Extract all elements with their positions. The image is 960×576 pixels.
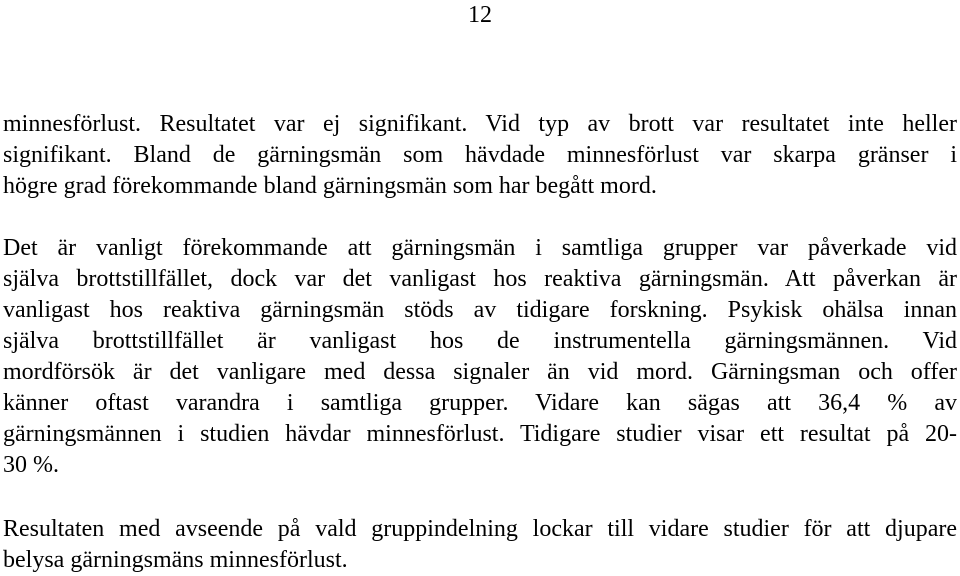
text-line: belysa gärningsmäns minnesförlust.	[3, 547, 348, 573]
text-line: mordförsök är det vanligare med dessa signaler än vid mord. Gärningsman och offer	[3, 359, 957, 385]
text-line: Det är vanligt förekommande att gärningsmän i samtliga grupper var påverkade vid	[3, 235, 957, 261]
paragraph-further-studies	[3, 514, 957, 576]
text-line: minnesförlust. Resultatet var ej signifikant. Vid typ av brott var resultatet inte heller	[3, 111, 957, 137]
text-line: 30 %.	[3, 452, 59, 478]
text-line: signifikant. Bland de gärningsmän som hävdade minnesförlust var skarpa gränser i	[3, 142, 957, 168]
text-line: gärningsmännen i studien hävdar minnesförlust. Tidigare studier visar ett resultat på 20-	[3, 421, 957, 447]
text-line: känner oftast varandra i samtliga grupper. Vidare kan sägas att 36,4 % av	[3, 390, 957, 416]
paragraph-influence-findings	[3, 233, 957, 481]
page-number: 12	[468, 2, 492, 28]
text-line: vanligast hos reaktiva gärningsmän stöds av tidigare forskning. Psykisk ohälsa innan	[3, 297, 957, 323]
text-line: själva brottstillfället, dock var det vanligast hos reaktiva gärningsmän. Att påverkan är	[3, 266, 957, 292]
text-line: högre grad förekommande bland gärningsmän som har begått mord.	[3, 173, 657, 199]
text-line: själva brottstillfället är vanligast hos de instrumentella gärningsmännen. Vid	[3, 328, 957, 354]
paragraph-results-memory-loss	[3, 109, 957, 202]
text-line: Resultaten med avseende på vald gruppindelning lockar till vidare studier för att djupare	[3, 516, 957, 542]
